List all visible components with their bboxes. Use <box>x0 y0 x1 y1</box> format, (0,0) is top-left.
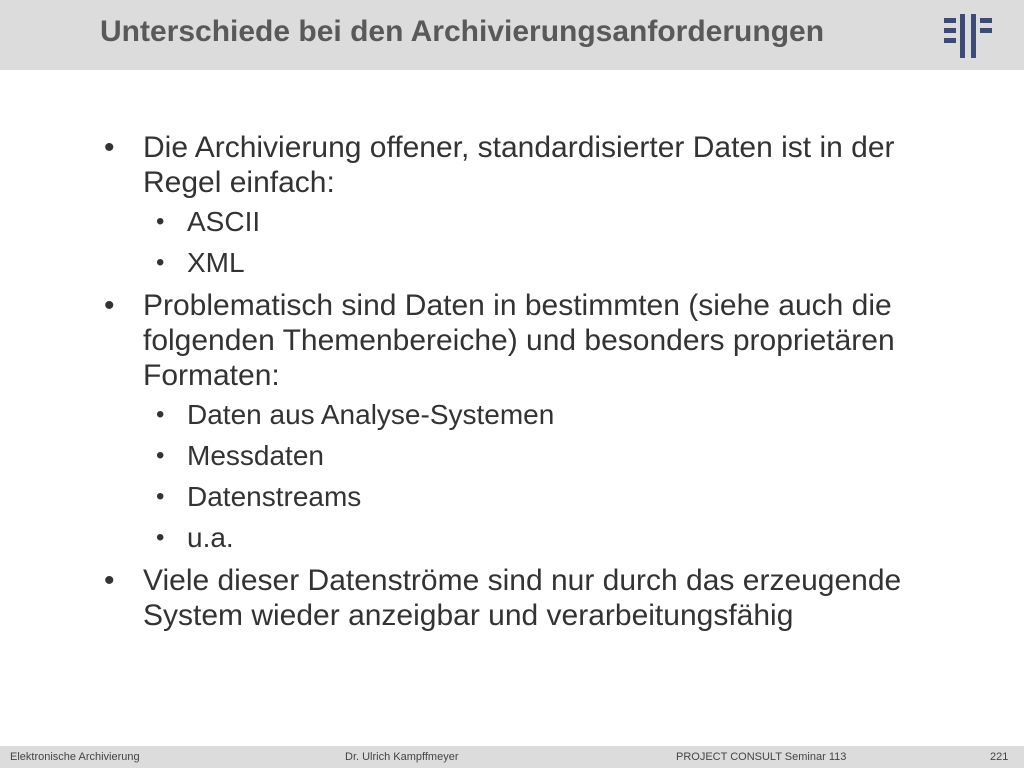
bullet-item <box>100 288 960 393</box>
header-bar <box>0 0 1024 70</box>
footer-author: Dr. Ulrich Kampffmeyer <box>345 751 459 763</box>
sub-bullet-item <box>100 206 960 238</box>
bullet-dot-icon: • <box>156 483 165 510</box>
footer-course-title: Elektronische Archivierung <box>10 751 140 763</box>
bullet-dot-icon: • <box>156 401 165 428</box>
sub-bullet-item <box>100 481 960 513</box>
bullet-text: ASCII <box>187 206 261 237</box>
footer-bar <box>0 746 1024 768</box>
footer-page-number: 221 <box>990 751 1009 763</box>
bullet-dot-icon: • <box>156 524 165 551</box>
bullet-dot-icon: • <box>156 249 165 276</box>
bullet-text: Problematisch sind Daten in bestimmten (siehe auch die folgenden Themenbereiche) und besonders proprietären Formaten: <box>143 289 895 392</box>
sub-bullet-item <box>100 440 960 472</box>
slide-title: Unterschiede bei den Archivierungsanforderungen <box>100 15 825 48</box>
bullet-text: Die Archivierung offener, standardisierter Daten ist in der Regel einfach: <box>143 131 895 199</box>
bullet-dot-icon: • <box>104 289 115 322</box>
sub-bullet-item <box>100 399 960 431</box>
bullet-text: Datenstreams <box>187 481 362 512</box>
sub-bullet-item <box>100 522 960 554</box>
bullet-dot-icon: • <box>156 442 165 469</box>
footer-seminar: PROJECT CONSULT Seminar 113 <box>676 751 847 763</box>
bullet-text: u.a. <box>187 522 234 553</box>
company-logo-icon <box>944 14 992 58</box>
bullet-dot-icon: • <box>104 131 115 164</box>
bullet-text: Daten aus Analyse-Systemen <box>187 399 555 430</box>
bullet-list <box>100 130 960 639</box>
bullet-item <box>100 563 960 633</box>
bullet-dot-icon: • <box>104 564 115 597</box>
bullet-text: Messdaten <box>187 440 324 471</box>
bullet-text: XML <box>187 247 245 278</box>
bullet-item <box>100 130 960 200</box>
bullet-text: Viele dieser Datenströme sind nur durch das erzeugende System wieder anzeigbar und verarbeitungsfähig <box>143 564 902 632</box>
sub-bullet-item <box>100 247 960 279</box>
bullet-dot-icon: • <box>156 208 165 235</box>
